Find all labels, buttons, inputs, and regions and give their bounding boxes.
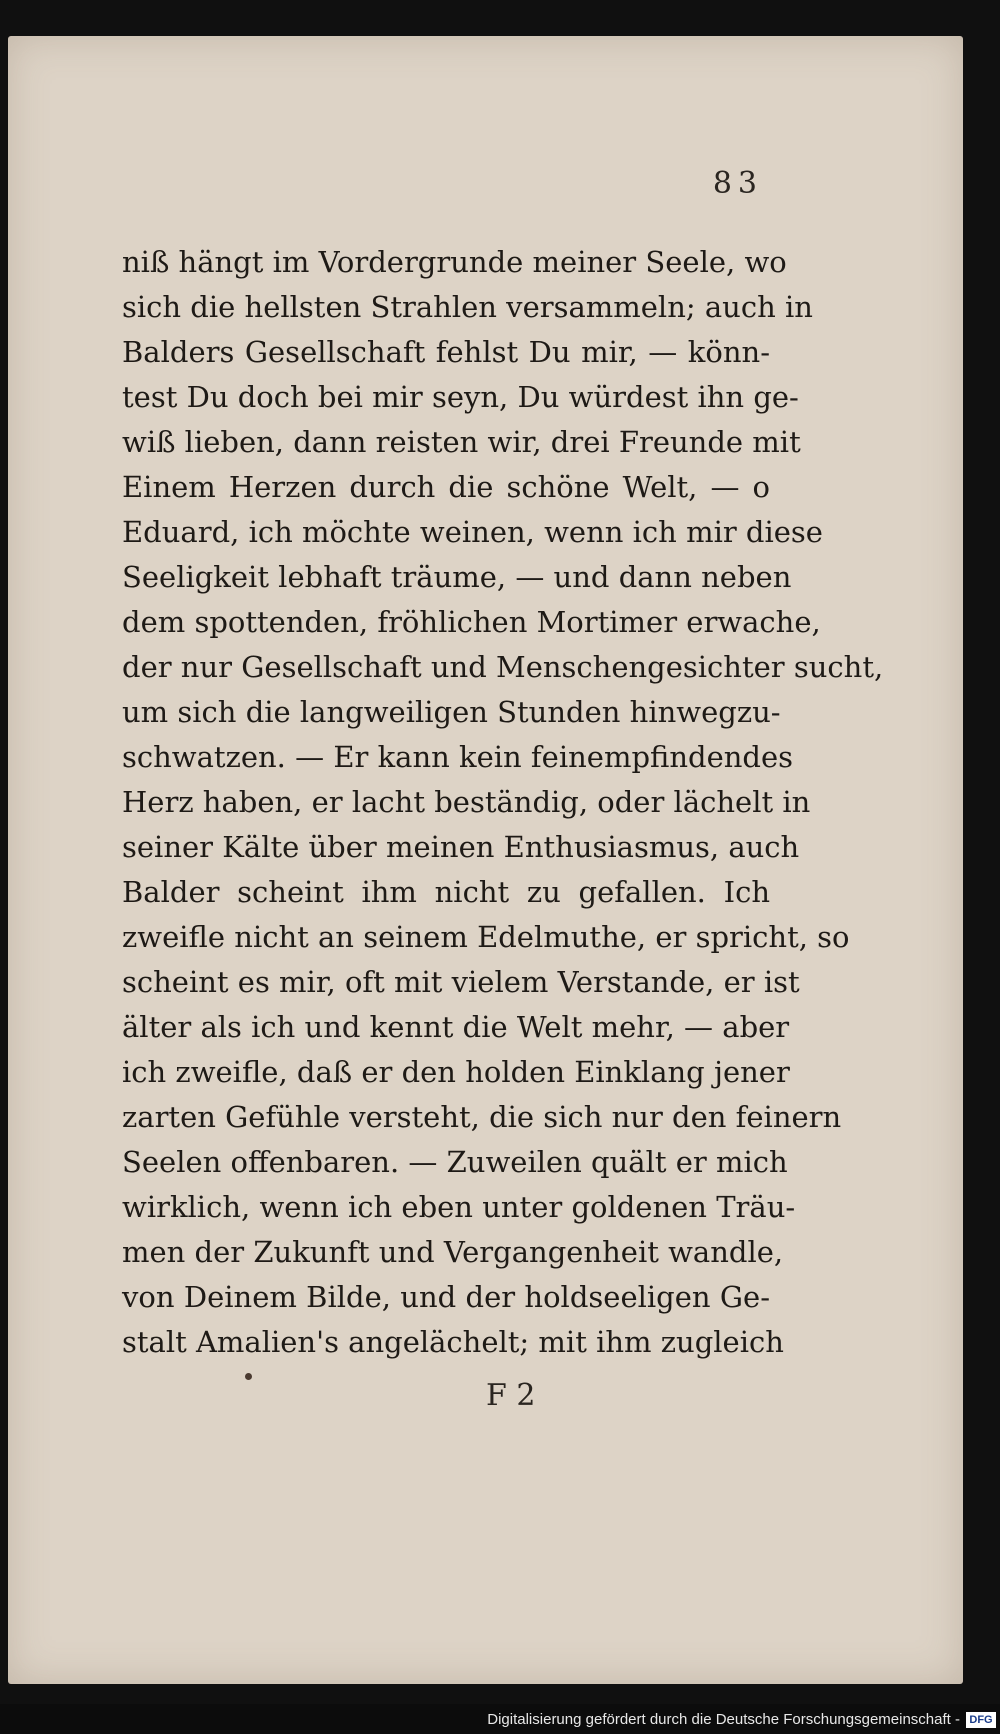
text-line: Seeligkeit lebhaft träume, — und dann neben [122, 560, 792, 594]
text-line: sich die hellsten Strahlen versammeln; auch in [122, 290, 813, 324]
text-line: zweifle nicht an seinem Edelmuthe, er spricht, so [122, 920, 850, 954]
text-line: Herz haben, er lacht beständig, oder lächelt in [122, 785, 811, 819]
text-line: von Deinem Bilde, und der holdseeligen Ge- [122, 1280, 770, 1314]
text-line: schwatzen. — Er kann kein feinempfindendes [122, 740, 794, 774]
text-line: scheint es mir, oft mit vielem Verstande, er ist [122, 965, 800, 999]
text-line: Einem Herzen durch die schöne Welt, — o [122, 470, 770, 504]
page-number: 83 [712, 166, 763, 201]
text-line: ich zweifle, daß er den holden Einklang jener [122, 1055, 790, 1089]
text-line: men der Zukunft und Vergangenheit wandle, [122, 1235, 784, 1269]
text-line: wiß lieben, dann reisten wir, drei Freunde mit [122, 425, 801, 459]
text-line: Balder scheint ihm nicht zu gefallen. Ich [122, 875, 770, 909]
text-line: seiner Kälte über meinen Enthusiasmus, auch [122, 830, 800, 864]
text-line: Seelen offenbaren. — Zuweilen quält er mich [122, 1145, 788, 1179]
text-line: niß hängt im Vordergrunde meiner Seele, wo [122, 245, 787, 279]
ink-spot [245, 1373, 252, 1380]
text-line: stalt Amalien's angelächelt; mit ihm zugleich [122, 1325, 784, 1359]
text-line: Eduard, ich möchte weinen, wenn ich mir diese [122, 515, 823, 549]
text-line: dem spottenden, fröhlichen Mortimer erwache, [122, 605, 821, 639]
text-line: um sich die langweiligen Stunden hinwegzu- [122, 695, 781, 729]
dfg-logo: DFG [966, 1712, 996, 1728]
funding-credit: Digitalisierung gefördert durch die Deutsche Forschungsgemeinschaft - [487, 1711, 960, 1728]
text-line: Balders Gesellschaft fehlst Du mir, — könn- [122, 335, 770, 369]
text-line: älter als ich und kennt die Welt mehr, — aber [122, 1010, 790, 1044]
text-line: zarten Gefühle versteht, die sich nur den feinern [122, 1100, 842, 1134]
text-line: test Du doch bei mir seyn, Du würdest ihn ge- [122, 380, 799, 414]
page-text [122, 240, 884, 1365]
book-page [8, 36, 963, 1684]
footer-bar [0, 1704, 1000, 1734]
text-line: der nur Gesellschaft und Menschengesichter sucht, [122, 650, 884, 684]
text-line: wirklich, wenn ich eben unter goldenen Träu- [122, 1190, 796, 1224]
signature-mark: F 2 [486, 1378, 536, 1413]
